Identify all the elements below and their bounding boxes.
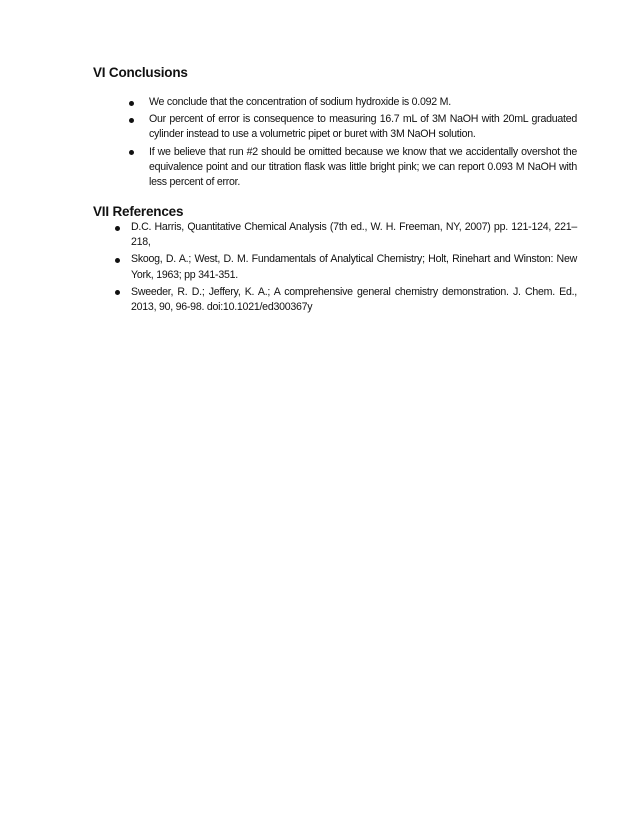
bullet-icon <box>129 118 134 123</box>
bullet-icon <box>129 101 134 106</box>
bullet-icon <box>115 258 120 263</box>
reference-item <box>131 285 577 315</box>
bullet-icon <box>115 226 120 231</box>
references-list <box>131 220 577 317</box>
conclusion-item <box>149 112 577 142</box>
conclusion-item <box>149 95 577 110</box>
conclusions-heading: VI Conclusions <box>93 65 188 80</box>
reference-item <box>131 220 577 250</box>
conclusion-text: If we believe that run #2 should be omitted because we know that we accidentally overshot the equivalence point and our titration flask was little bright pink; we can report 0.093 M NaOH with less percent of error. <box>149 145 577 189</box>
reference-text: Sweeder, R. D.; Jeffery, K. A.; A comprehensive general chemistry demonstration. J. Chem. Ed., 2013, 90, 96-98. doi:10.1021/ed300367y <box>131 285 577 314</box>
reference-text: D.C. Harris, Quantitative Chemical Analysis (7th ed., W. H. Freeman, NY, 2007) pp. 121-124, 221–218, <box>131 221 577 249</box>
bullet-icon <box>115 290 120 295</box>
reference-item <box>131 252 577 282</box>
reference-text: Skoog, D. A.; West, D. M. Fundamentals of Analytical Chemistry; Holt, Rinehart and Winston: New York, 1963; pp 341-351. <box>131 253 577 281</box>
conclusion-text: Our percent of error is consequence to measuring 16.7 mL of 3M NaOH with 20mL graduated cylinder instead to use a volumetric pipet or buret with 3M NaOH solution. <box>149 113 577 141</box>
conclusion-item <box>149 145 577 191</box>
conclusions-list <box>149 95 577 192</box>
conclusion-text: We conclude that the concentration of sodium hydroxide is 0.092 M. <box>149 96 451 108</box>
bullet-icon <box>129 150 134 155</box>
references-heading: VII References <box>93 204 184 219</box>
